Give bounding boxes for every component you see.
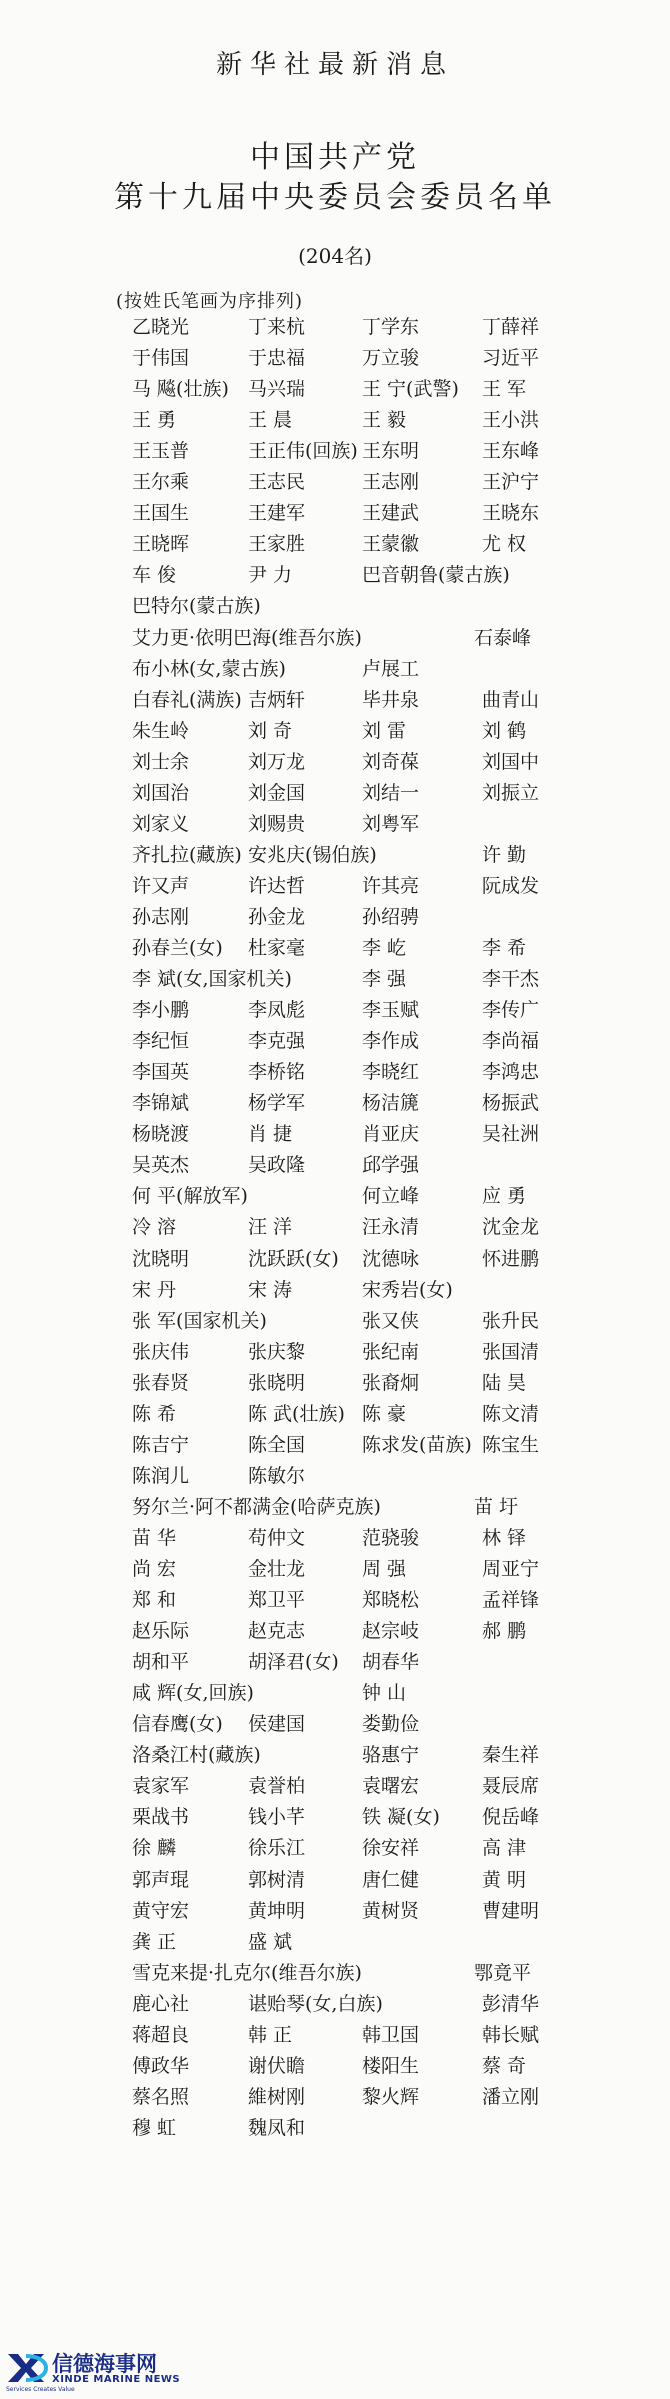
member-name: 陈全国 (248, 1433, 306, 1456)
member-name: 丁薛祥 (482, 316, 540, 338)
member-name: 郭声琨 (132, 1868, 190, 1891)
member-name: 陈文清 (482, 1402, 540, 1425)
member-name: 維树刚 (248, 2085, 306, 2108)
list-row (0, 1244, 670, 1276)
list-row (0, 1554, 670, 1586)
member-name: 杨洁篪 (362, 1092, 420, 1115)
member-name: 杨学军 (248, 1092, 306, 1115)
member-name: 沈德咏 (362, 1247, 420, 1270)
member-name: 冷 溶 (132, 1216, 177, 1239)
xinde-logo-icon (6, 2350, 48, 2384)
list-row (0, 529, 670, 561)
member-name: 阮成发 (482, 874, 540, 897)
member-name: 王正伟(回族) (248, 440, 358, 463)
list-row (0, 560, 670, 592)
member-name: 胡春华 (362, 1651, 420, 1674)
list-row (0, 1523, 670, 1555)
list-row (0, 2113, 670, 2145)
member-name: 徐乐江 (248, 1837, 306, 1860)
member-name: 刘奇葆 (362, 750, 420, 773)
member-name: 王玉普 (132, 440, 190, 463)
member-name: 张庆黎 (248, 1340, 306, 1363)
document-title: 第十九届中央委员会委员名单 (114, 180, 556, 215)
member-name: 刘金国 (248, 781, 306, 804)
member-name: 陈敏尔 (248, 1464, 306, 1487)
member-name: 杨晓渡 (132, 1123, 190, 1146)
member-name: 张春贤 (132, 1371, 190, 1394)
member-name: 毕井泉 (362, 688, 420, 711)
member-name: 丁学东 (362, 316, 420, 338)
member-name: 李国英 (132, 1061, 190, 1084)
member-name: 李鸿忠 (482, 1061, 540, 1084)
list-row (0, 1181, 670, 1213)
member-name: 沈金龙 (482, 1216, 540, 1239)
list-row (0, 654, 670, 686)
member-name: 陈润儿 (132, 1464, 190, 1487)
member-name: 王 勇 (132, 409, 177, 432)
member-name: 肖 捷 (248, 1123, 293, 1146)
logo-english-text: XINDE MARINE NEWS (52, 2374, 181, 2385)
member-name: 巴音朝鲁(蒙古族) (362, 564, 510, 587)
member-name: 李小鹏 (132, 999, 190, 1022)
member-name: 苟仲文 (248, 1526, 306, 1549)
member-name: 孙绍骋 (362, 905, 420, 928)
member-name: 齐扎拉(藏族) (132, 843, 242, 866)
member-name: 骆惠宁 (362, 1744, 420, 1767)
list-row (0, 2051, 670, 2083)
member-name: 彭清华 (482, 1992, 540, 2015)
list-row (0, 1958, 670, 1990)
member-name: 杨振武 (482, 1092, 540, 1115)
member-name: 汪 洋 (248, 1216, 293, 1239)
member-name: 宋 涛 (248, 1278, 293, 1301)
member-name: 郑卫平 (248, 1589, 306, 1612)
member-name: 周亚宁 (482, 1558, 540, 1580)
member-name: 吴英杰 (132, 1154, 190, 1177)
member-name: 谌贻琴(女,白族) (248, 1992, 383, 2015)
list-row (0, 1771, 670, 1803)
member-name: 黄守宏 (132, 1899, 190, 1922)
member-name: 穆 虹 (132, 2116, 177, 2139)
member-name: 李桥铭 (248, 1061, 306, 1084)
member-name: 李克强 (248, 1030, 306, 1053)
list-row (0, 871, 670, 903)
member-name: 刘士余 (132, 750, 190, 773)
member-name: 傅政华 (132, 2054, 190, 2077)
member-name: 刘国中 (482, 750, 540, 773)
list-row (0, 995, 670, 1027)
member-name: 王 军 (482, 378, 527, 401)
member-name: 韩卫国 (362, 2023, 420, 2046)
member-name: 咸 辉(女,回族) (132, 1682, 254, 1705)
member-name: 蔡名照 (132, 2085, 190, 2108)
member-name: 王建军 (248, 502, 306, 525)
member-count: (204名) (298, 244, 372, 268)
member-name: 蔡 奇 (482, 2054, 527, 2077)
member-name: 吴社洲 (482, 1123, 540, 1146)
member-name: 栗战书 (132, 1806, 190, 1829)
member-name: 于伟国 (132, 347, 190, 370)
member-name: 王志民 (248, 471, 306, 494)
member-name: 张纪南 (362, 1340, 420, 1363)
member-name: 王东峰 (482, 440, 540, 463)
member-name: 刘结一 (362, 781, 420, 804)
member-name: 鄂竟平 (474, 1961, 532, 1984)
member-name: 陈 希 (132, 1402, 177, 1425)
list-row (0, 1212, 670, 1244)
member-name: 徐 麟 (132, 1837, 177, 1860)
list-row (0, 2020, 670, 2052)
list-row (0, 809, 670, 841)
member-name: 尤 权 (482, 533, 527, 556)
list-row (0, 1399, 670, 1431)
member-name: 应 勇 (482, 1185, 527, 1208)
member-name: 雪克来提·扎克尔(维吾尔族) (132, 1961, 362, 1984)
member-name: 胡和平 (132, 1651, 190, 1674)
member-name: 刘 雷 (362, 719, 407, 742)
list-row (0, 747, 670, 779)
logo-chinese-text: 信德海事网 (52, 2352, 157, 2376)
member-name: 刘赐贵 (248, 812, 306, 835)
member-name: 刘家义 (132, 812, 190, 835)
member-name: 沈晓明 (132, 1247, 190, 1270)
member-name: 李传广 (482, 999, 540, 1022)
member-name: 韩 正 (248, 2023, 293, 2046)
member-name: 陈吉宁 (132, 1433, 190, 1456)
member-name: 李 屹 (362, 937, 407, 959)
member-name: 布小林(女,蒙古族) (132, 657, 286, 680)
member-name: 孙春兰(女) (132, 937, 223, 959)
list-row (0, 1492, 670, 1524)
list-row (0, 1088, 670, 1120)
member-name: 石泰峰 (474, 626, 532, 649)
member-name: 聂辰席 (482, 1775, 540, 1798)
member-name: 孙金龙 (248, 905, 306, 928)
member-name: 丁来杭 (248, 316, 306, 338)
member-name: 张庆伟 (132, 1340, 190, 1363)
member-name: 秦生祥 (482, 1744, 540, 1767)
member-name: 朱生岭 (132, 719, 190, 742)
member-name: 车 俊 (132, 564, 177, 587)
member-name: 楼阳生 (362, 2054, 420, 2077)
member-name: 钱小芊 (248, 1806, 306, 1829)
list-row (0, 623, 670, 655)
member-name: 陆 昊 (482, 1371, 527, 1394)
list-row (0, 840, 670, 872)
member-name: 张升民 (482, 1309, 540, 1332)
member-name: 刘 鹤 (482, 719, 527, 742)
member-name: 袁曙宏 (362, 1775, 420, 1798)
list-row (0, 498, 670, 530)
member-name: 李 斌(女,国家机关) (132, 968, 292, 991)
member-name: 唐仁健 (362, 1868, 420, 1891)
list-row (0, 778, 670, 810)
list-row (0, 1461, 670, 1493)
member-name: 宋 丹 (132, 1278, 177, 1301)
agency-heading: 新华社最新消息 (215, 50, 454, 80)
member-name: 黄坤明 (248, 1899, 306, 1922)
member-name: 李玉赋 (362, 999, 420, 1022)
member-name: 杜家毫 (248, 937, 306, 959)
member-name: 习近平 (482, 347, 540, 370)
member-name: 怀进鹏 (482, 1247, 540, 1270)
member-name: 肖亚庆 (362, 1123, 420, 1146)
list-row (0, 374, 670, 406)
member-name: 张晓明 (248, 1371, 306, 1394)
list-row (0, 1927, 670, 1959)
member-name: 艾力更·依明巴海(维吾尔族) (132, 626, 362, 649)
member-name: 许达哲 (248, 874, 306, 897)
list-row (0, 1616, 670, 1648)
member-name: 王晓晖 (132, 533, 190, 556)
member-name: 黄 明 (482, 1868, 527, 1891)
member-name: 谢伏瞻 (248, 2054, 306, 2077)
member-name: 安兆庆(锡伯族) (248, 843, 377, 866)
list-row (0, 1275, 670, 1307)
member-name: 陈 武(壮族) (248, 1402, 345, 1425)
member-name: 苗 圩 (474, 1495, 519, 1518)
member-name: 蒋超良 (132, 2023, 190, 2046)
party-heading: 中国共产党 (250, 140, 420, 175)
member-name: 王晓东 (482, 502, 540, 525)
member-name: 孟祥锋 (482, 1589, 540, 1612)
member-name: 陈求发(苗族) (362, 1433, 472, 1456)
list-row (0, 1057, 670, 1089)
member-name: 黎火辉 (362, 2085, 420, 2108)
watermark-logo (6, 2348, 216, 2394)
list-row (0, 933, 670, 965)
member-name: 刘 奇 (248, 719, 293, 742)
member-name: 赵宗岐 (362, 1620, 420, 1643)
member-name: 李干杰 (482, 968, 540, 991)
list-row (0, 1989, 670, 2021)
member-name: 郑 和 (132, 1589, 177, 1612)
list-row (0, 1119, 670, 1151)
member-name: 郭树清 (248, 1868, 306, 1891)
list-row (0, 1337, 670, 1369)
list-row (0, 1585, 670, 1617)
member-name: 曹建明 (482, 1899, 540, 1922)
list-row (0, 312, 670, 344)
member-name: 侯建国 (248, 1713, 306, 1736)
member-name: 李凤彪 (248, 999, 306, 1022)
member-name: 魏凤和 (248, 2116, 306, 2139)
member-name: 钟 山 (362, 1682, 407, 1705)
member-name: 韩长赋 (482, 2023, 540, 2046)
list-row (0, 1740, 670, 1772)
member-name: 何立峰 (362, 1185, 420, 1208)
member-name: 王 毅 (362, 409, 407, 432)
member-name: 王蒙徽 (362, 533, 420, 556)
list-row (0, 1368, 670, 1400)
list-row (0, 1430, 670, 1462)
member-name: 马 飚(壮族) (132, 378, 229, 401)
list-row (0, 1709, 670, 1741)
list-row (0, 964, 670, 996)
member-name: 汪永清 (362, 1216, 420, 1239)
member-name: 赵克志 (248, 1620, 306, 1643)
member-name: 张国清 (482, 1340, 540, 1363)
member-name: 于忠福 (248, 347, 306, 370)
member-name: 何 平(解放军) (132, 1185, 248, 1208)
member-name: 曲青山 (482, 688, 540, 711)
member-name: 张又侠 (362, 1309, 420, 1332)
list-row (0, 591, 670, 623)
member-name: 张 军(国家机关) (132, 1309, 267, 1332)
member-name: 龚 正 (132, 1930, 177, 1953)
member-name: 吴政隆 (248, 1154, 306, 1177)
member-name: 李锦斌 (132, 1092, 190, 1115)
member-name: 王小洪 (482, 409, 540, 432)
list-row (0, 1678, 670, 1710)
member-name: 赵乐际 (132, 1620, 190, 1643)
member-name: 胡泽君(女) (248, 1651, 339, 1674)
list-row (0, 1026, 670, 1058)
member-name: 陈宝生 (482, 1433, 540, 1456)
member-name: 李 强 (362, 968, 407, 991)
member-name: 李作成 (362, 1030, 420, 1053)
member-name: 盛 斌 (248, 1930, 293, 1953)
member-name: 白春礼(满族) (132, 688, 242, 711)
list-row (0, 2082, 670, 2114)
member-name: 许 勤 (482, 843, 527, 866)
member-name: 高 津 (482, 1837, 527, 1860)
member-name: 努尔兰·阿不都满金(哈萨克族) (132, 1495, 381, 1518)
list-row (0, 1802, 670, 1834)
member-name: 林 铎 (482, 1526, 527, 1549)
member-name: 范骁骏 (362, 1526, 420, 1549)
list-row (0, 1865, 670, 1897)
member-name: 王志刚 (362, 471, 420, 494)
member-name: 袁家军 (132, 1775, 190, 1798)
member-name: 马兴瑞 (248, 378, 306, 401)
member-name: 潘立刚 (482, 2085, 540, 2108)
member-name: 尹 力 (248, 564, 293, 587)
member-name: 金壮龙 (248, 1558, 306, 1580)
order-note: (按姓氏笔画为序排列) (116, 291, 304, 312)
member-name: 郝 鹏 (482, 1620, 527, 1643)
member-name: 李尚福 (482, 1030, 540, 1053)
member-name: 尚 宏 (132, 1558, 177, 1580)
member-name: 王国生 (132, 502, 190, 525)
member-name: 徐安祥 (362, 1837, 420, 1860)
member-name: 王 宁(武警) (362, 378, 459, 401)
member-name: 宋秀岩(女) (362, 1278, 453, 1301)
member-name: 刘万龙 (248, 750, 306, 773)
list-row (0, 716, 670, 748)
member-name: 倪岳峰 (482, 1806, 540, 1829)
member-name: 刘粤军 (362, 812, 420, 835)
logo-tagline: Services Creates Value (6, 2386, 75, 2393)
member-name: 卢展工 (362, 657, 420, 680)
member-name: 李 希 (482, 937, 527, 959)
list-row (0, 467, 670, 499)
member-name: 王建武 (362, 502, 420, 525)
member-name: 孙志刚 (132, 905, 190, 928)
member-name: 王沪宁 (482, 471, 540, 494)
member-name: 李纪恒 (132, 1030, 190, 1053)
list-row (0, 902, 670, 934)
member-name: 铁 凝(女) (362, 1806, 440, 1829)
member-name: 王家胜 (248, 533, 306, 556)
member-name: 鹿心社 (132, 1992, 190, 2015)
member-name: 洛桑江村(藏族) (132, 1744, 261, 1767)
member-name: 刘国治 (132, 781, 190, 804)
list-row (0, 1833, 670, 1865)
list-row (0, 685, 670, 717)
member-name: 张裔炯 (362, 1371, 420, 1394)
list-row (0, 405, 670, 437)
member-name: 刘振立 (482, 781, 540, 804)
member-name: 王尔乘 (132, 471, 190, 494)
member-name: 黄树贤 (362, 1899, 420, 1922)
member-name: 周 强 (362, 1558, 407, 1580)
member-name: 乙晓光 (132, 316, 190, 338)
member-name: 苗 华 (132, 1526, 177, 1549)
member-name: 王 晨 (248, 409, 293, 432)
member-name: 娄勤俭 (362, 1713, 420, 1736)
member-name: 万立骏 (362, 347, 420, 370)
member-name: 吉炳轩 (248, 688, 306, 711)
list-row (0, 1150, 670, 1182)
member-name: 巴特尔(蒙古族) (132, 595, 261, 618)
member-name: 许其亮 (362, 874, 420, 897)
member-name: 沈跃跃(女) (248, 1247, 339, 1270)
member-name: 许又声 (132, 874, 190, 897)
list-row (0, 343, 670, 375)
member-name: 陈 豪 (362, 1402, 407, 1425)
list-row (0, 1647, 670, 1679)
member-name: 郑晓松 (362, 1589, 420, 1612)
member-name: 邱学强 (362, 1154, 420, 1177)
member-name: 李晓红 (362, 1061, 420, 1084)
member-name: 信春鹰(女) (132, 1713, 223, 1736)
list-row (0, 1306, 670, 1338)
list-row (0, 436, 670, 468)
member-name: 袁誉柏 (248, 1775, 306, 1798)
list-row (0, 1896, 670, 1928)
member-name: 王东明 (362, 440, 420, 463)
